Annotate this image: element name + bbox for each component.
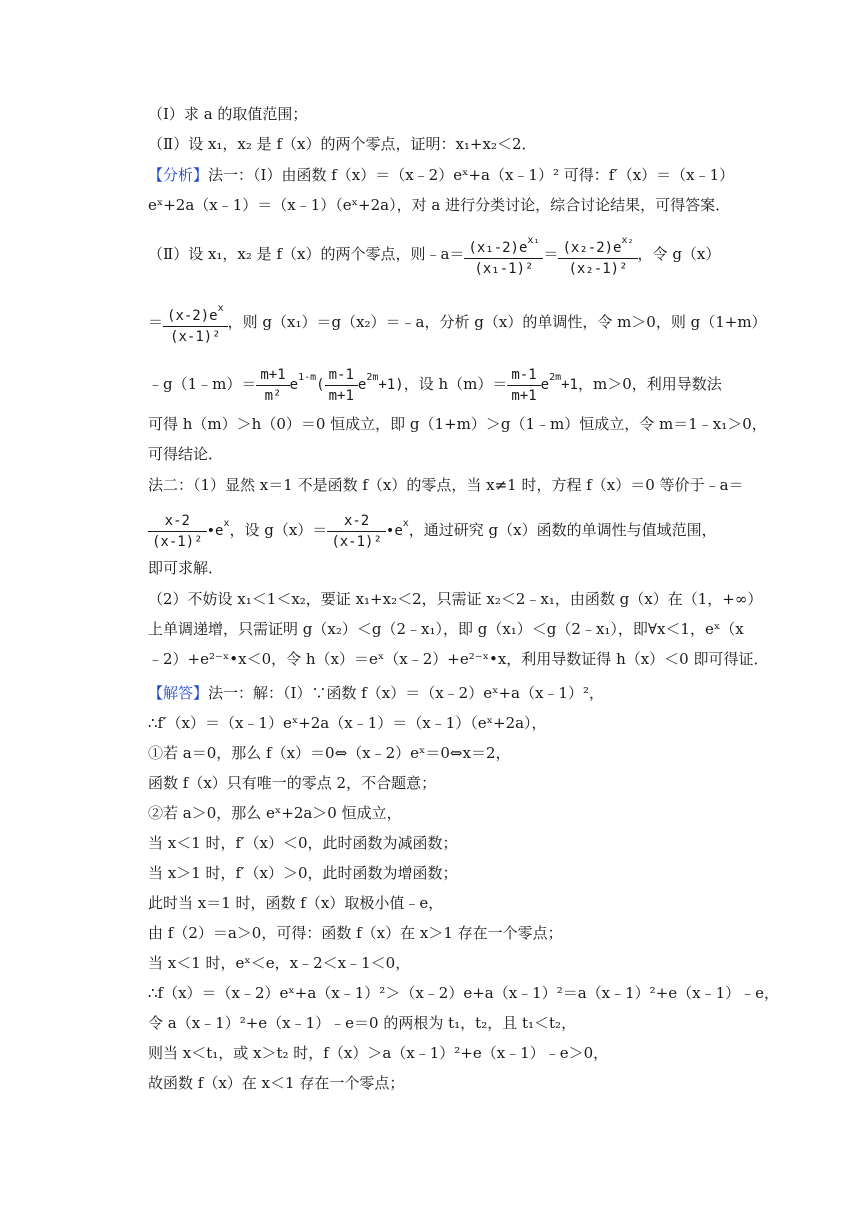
solution-line-14: 故函数 f（x）在 x＜1 存在一个零点； [148, 1074, 405, 1092]
exponent: x₂ [621, 235, 634, 246]
plus-one: +1 [561, 377, 578, 393]
exponent: x₁ [527, 235, 540, 246]
method2-line-3: 即可求解． [148, 559, 224, 577]
question-part-2: （Ⅱ）设 x₁，x₂ 是 f（x）的两个零点，证明：x₁+x₂＜2． [148, 135, 537, 153]
fraction-ratio [148, 511, 207, 552]
fraction-denominator: (x-1)² [170, 329, 221, 345]
analysis-line-7: 可得结论． [148, 445, 224, 463]
analysis-line-5 [148, 354, 722, 409]
fraction-m2 [325, 365, 358, 406]
fraction-x1 [464, 231, 543, 279]
solution-line-7: 当 x＞1 时，f′（x）＞0，此时函数为增函数； [148, 864, 458, 882]
solution-line-8: 此时当 x＝1 时，函数 f（x）取极小值﹣e， [148, 894, 444, 912]
method2-line-4: （2）不妨设 x₁＜1＜x₂，要证 x₁+x₂＜2，只需证 x₂＜2﹣x₁，由函数 g（x）在（1，+∞） [148, 590, 763, 608]
fraction-numerator: m-1 [325, 365, 358, 386]
analysis-line-3 [148, 230, 720, 279]
exponent: x [217, 303, 224, 314]
fraction-denominator: m+1 [511, 387, 537, 404]
fraction-m [256, 365, 289, 406]
solution-line-9: 由 f（2）＝a＞0，可得：函数 f（x）在 x＞1 存在一个零点； [148, 924, 563, 942]
paren: ( [316, 377, 325, 393]
exp-base: e [357, 377, 367, 393]
paren: +1) [378, 377, 404, 393]
exponent: 1-m [298, 372, 317, 383]
fraction-numerator: (x-2)e [167, 308, 218, 324]
solution-text: 法一：解：（Ⅰ）∵函数 f（x）＝（x﹣2）eˣ+a（x﹣1）²， [208, 684, 604, 702]
solution-line-6: 当 x＜1 时，f′（x）＜0，此时函数为减函数； [148, 834, 458, 852]
method2-text: ，设 g（x）＝ [229, 521, 328, 539]
method2-line-6: ﹣2）+e²⁻ˣ•x＜0，令 h（x）＝eˣ（x﹣2）+e²⁻ˣ•x，利用导数证得 h（x）＜0 即可得证． [148, 650, 769, 668]
analysis-text: ﹣g（1﹣m）＝ [148, 375, 257, 393]
fraction-ratio [327, 511, 386, 552]
exponent: x [223, 518, 230, 529]
fraction-h [507, 365, 540, 406]
fraction-denominator: (x-1)² [152, 533, 203, 550]
exponent: x [402, 518, 409, 529]
solution-line-13: 则当 x＜t₁，或 x＞t₂ 时，f（x）＞a（x﹣1）²+e（x﹣1）﹣e＞0， [148, 1044, 609, 1062]
solution-line-3: ①若 a＝0，那么 f（x）＝0⇔（x﹣2）eˣ＝0⇔x＝2， [148, 744, 511, 762]
equals-sign: ＝ [543, 245, 559, 263]
method2-text: ，通过研究 g（x）函数的单调性与值域范围， [408, 521, 717, 539]
solution-tag: 【解答】 [148, 684, 209, 702]
exponent: 2m [549, 372, 562, 383]
dot-e: •e [385, 523, 403, 539]
fraction-numerator: m-1 [507, 365, 540, 386]
analysis-line-6: 可得 h（m）＞h（0）＝0 恒成立，即 g（1+m）＞g（1﹣m）恒成立，令 m＝1﹣x₁＞0， [148, 415, 767, 433]
method2-line-5: 上单调递增，只需证明 g（x₂）＜g（2﹣x₁），即 g（x₁）＜g（2﹣x₁），即∀x＜1，eˣ（x [148, 620, 744, 638]
fraction-numerator: (x₂-2)e [562, 240, 622, 256]
exp-base: e [540, 377, 550, 393]
analysis-text: 法一：（Ⅰ）由函数 f（x）＝（x﹣2）eˣ+a（x﹣1）² 可得：f′（x）＝（x﹣1） [208, 166, 735, 184]
fraction-numerator: x-2 [327, 511, 386, 532]
solution-line-1 [148, 682, 604, 704]
solution-line-5: ②若 a＞0，那么 eˣ+2a＞0 恒成立， [148, 804, 402, 822]
analysis-line-4 [148, 298, 767, 347]
exp-base: e [289, 377, 299, 393]
method2-line-1: 法二：（1）显然 x＝1 不是函数 f（x）的零点，当 x≠1 时，方程 f（x）＝0 等价于﹣a＝ [148, 476, 744, 494]
fraction-denominator: (x₁-1)² [474, 261, 534, 277]
equals-sign: ＝ [148, 313, 164, 331]
method2-line-2 [148, 500, 717, 555]
fraction-denominator: m² [264, 387, 282, 404]
analysis-tag: 【分析】 [148, 166, 209, 184]
analysis-text: （Ⅱ）设 x₁，x₂ 是 f（x）的两个零点，则﹣a＝ [148, 245, 465, 263]
fraction-numerator: (x₁-2)e [468, 240, 528, 256]
fraction-denominator: (x-1)² [331, 533, 382, 550]
analysis-line-1 [148, 164, 734, 186]
analysis-line-2: eˣ+2a（x﹣1）＝（x﹣1）（eˣ+2a），对 a 进行分类讨论，综合讨论结果，可得答案． [148, 196, 731, 214]
fraction-denominator: m+1 [328, 387, 354, 404]
analysis-text: ，令 g（x） [637, 245, 721, 263]
solution-line-12: 令 a（x﹣1）²+e（x﹣1）﹣e＝0 的两根为 t₁，t₂，且 t₁＜t₂， [148, 1014, 577, 1032]
solution-line-10: 当 x＜1 时，eˣ＜e，x﹣2＜x﹣1＜0， [148, 954, 411, 972]
solution-line-4: 函数 f（x）只有唯一的零点 2，不合题意； [148, 774, 437, 792]
fraction-numerator: x-2 [148, 511, 207, 532]
analysis-text: ，则 g（x₁）＝g（x₂）＝﹣a，分析 g（x）的单调性，令 m＞0，则 g（1+m） [227, 313, 767, 331]
analysis-text: ，设 h（m）＝ [403, 375, 508, 393]
fraction-numerator: m+1 [256, 365, 289, 386]
fraction-g [163, 299, 228, 347]
fraction-denominator: (x₂-1)² [568, 261, 628, 277]
analysis-text: ，m＞0，利用导数法 [577, 375, 722, 393]
exponent: 2m [366, 372, 379, 383]
dot-e: •e [206, 523, 224, 539]
fraction-x2 [558, 231, 637, 279]
solution-line-11: ∴f（x）＝（x﹣2）eˣ+a（x﹣1）²＞（x﹣2）e+a（x﹣1）²＝a（x﹣1）²+e（x﹣1）﹣e， [148, 984, 780, 1002]
solution-line-2: ∴f′（x）＝（x﹣1）eˣ+2a（x﹣1）＝（x﹣1）（eˣ+2a）， [148, 714, 547, 732]
question-part-1: （Ⅰ）求 a 的取值范围； [148, 105, 308, 123]
